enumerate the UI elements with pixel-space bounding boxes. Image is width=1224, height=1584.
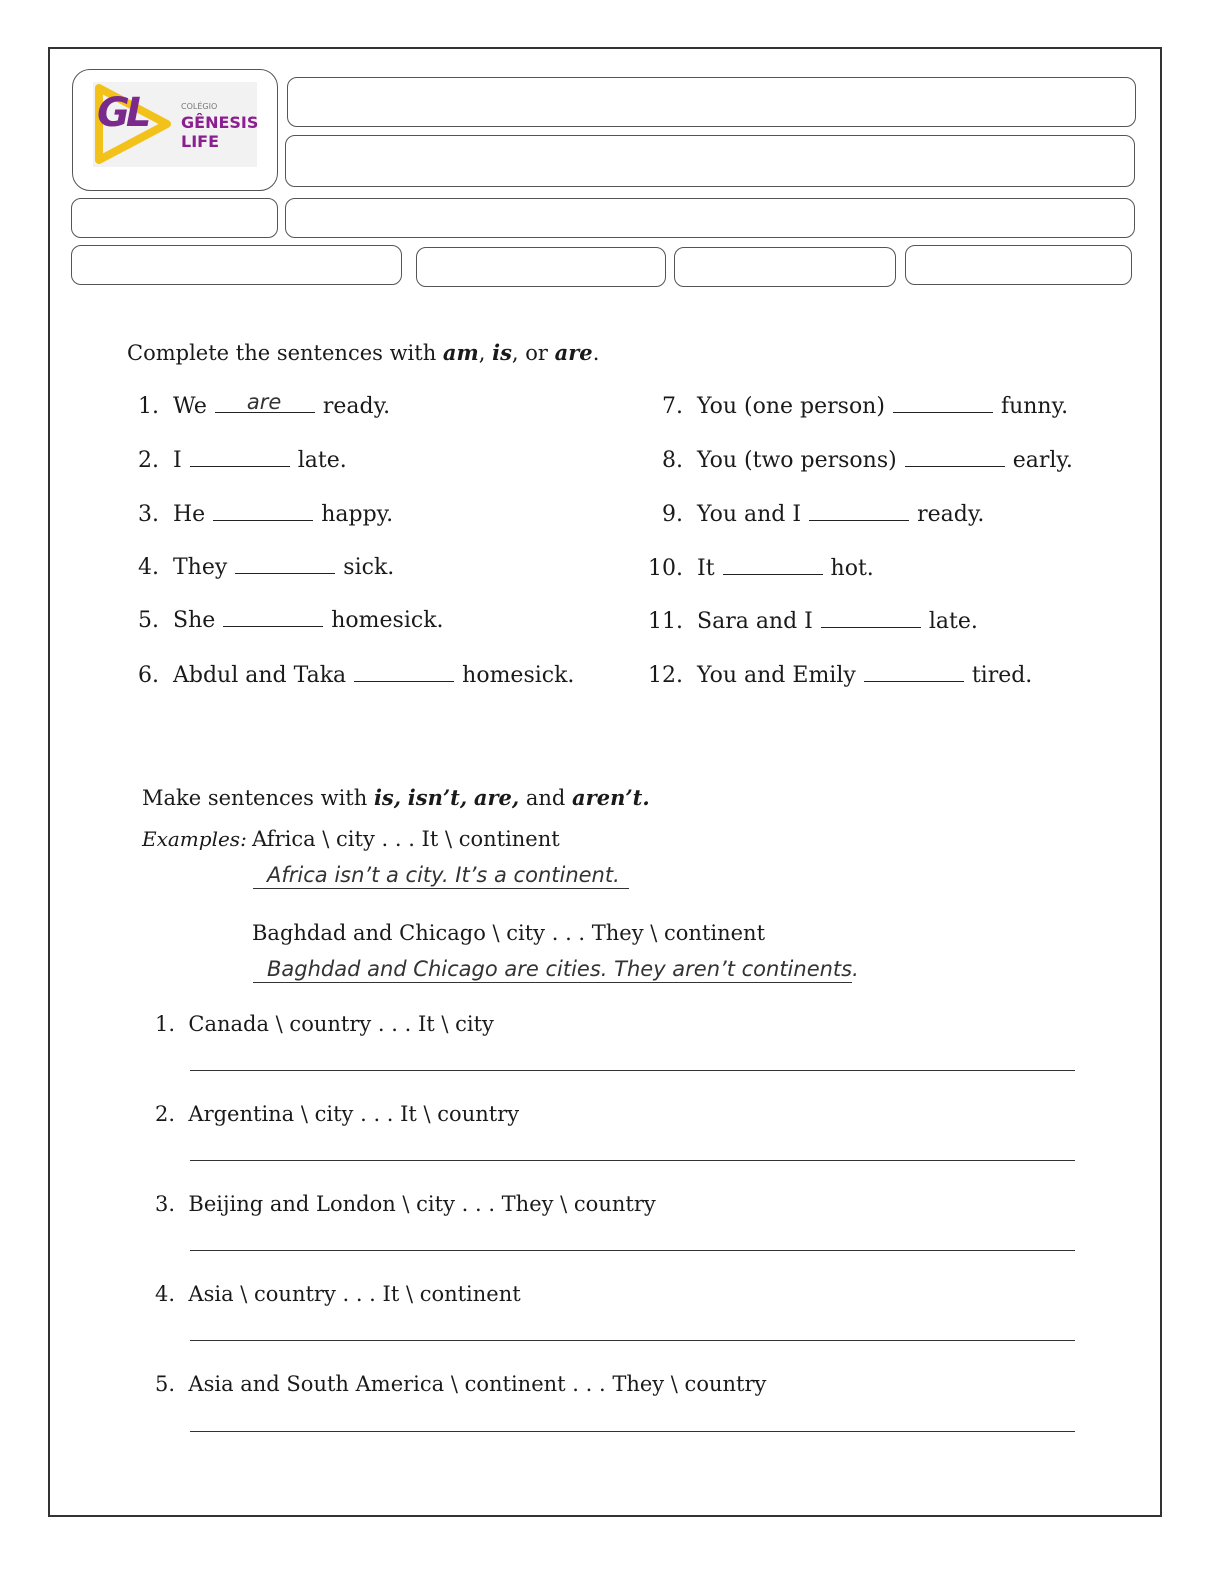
logo-line1: COLÉGIO — [181, 102, 218, 111]
answer-blank[interactable] — [864, 663, 964, 682]
s1-item-12: 12. You and Emily tired. — [648, 663, 1033, 688]
answer-blank[interactable] — [905, 448, 1005, 467]
example2-answer: Baghdad and Chicago are cities. They aren’t continents. — [253, 957, 852, 983]
s2-answer-line-5[interactable] — [190, 1431, 1075, 1432]
s2-item-1: 1. Canada \ country . . . It \ city — [155, 1012, 494, 1036]
header-field-4[interactable] — [285, 198, 1135, 238]
handwritten-answer: are — [246, 390, 282, 414]
answer-blank[interactable] — [215, 390, 315, 414]
s1-item-4: 4. They sick. — [138, 555, 395, 580]
s2-item-5: 5. Asia and South America \ continent . . . They \ country — [155, 1372, 767, 1396]
s1-item-6: 6. Abdul and Taka homesick. — [138, 663, 575, 688]
answer-blank[interactable] — [190, 448, 290, 467]
s2-answer-line-3[interactable] — [190, 1250, 1075, 1251]
s1-item-1: 1. We are ready. — [138, 390, 391, 419]
header-field-6[interactable] — [416, 247, 666, 287]
s1-item-7: 7. You (one person) funny. — [662, 394, 1069, 419]
answer-blank[interactable] — [235, 555, 335, 574]
answer-blank[interactable] — [213, 502, 313, 521]
example1-prompt: Africa \ city . . . It \ continent — [252, 827, 560, 851]
logo-line3: LIFE — [181, 132, 220, 151]
example1-answer: Africa isn’t a city. It’s a continent. — [253, 863, 629, 889]
s1-item-3: 3. He happy. — [138, 502, 394, 527]
s1-item-11: 11. Sara and I late. — [648, 609, 978, 634]
logo-mark: GL — [97, 90, 148, 136]
s2-answer-line-4[interactable] — [190, 1340, 1075, 1341]
logo-line2: GÊNESIS — [181, 113, 259, 132]
s1-item-8: 8. You (two persons) early. — [662, 448, 1073, 473]
section1-instruction: Complete the sentences with am, is, or are. — [127, 340, 600, 365]
s1-item-10: 10. It hot. — [648, 556, 874, 581]
s2-item-3: 3. Beijing and London \ city . . . They \ country — [155, 1192, 656, 1216]
answer-blank[interactable] — [723, 556, 823, 575]
s2-item-4: 4. Asia \ country . . . It \ continent — [155, 1282, 521, 1306]
header-field-1[interactable] — [287, 77, 1136, 127]
s2-answer-line-1[interactable] — [190, 1070, 1075, 1071]
section2-instruction: Make sentences with is, isn’t, are, and aren’t. — [142, 785, 650, 810]
logo-box — [72, 69, 278, 191]
header-field-5[interactable] — [71, 245, 402, 285]
s1-item-2: 2. I late. — [138, 448, 347, 473]
answer-blank[interactable] — [223, 608, 323, 627]
header-field-7[interactable] — [674, 247, 896, 287]
s1-item-9: 9. You and I ready. — [662, 502, 985, 527]
header-field-3[interactable] — [71, 198, 278, 238]
answer-blank[interactable] — [809, 502, 909, 521]
school-logo — [93, 82, 257, 167]
answer-blank[interactable] — [354, 663, 454, 682]
s2-item-2: 2. Argentina \ city . . . It \ country — [155, 1102, 520, 1126]
header-field-8[interactable] — [905, 245, 1132, 285]
example2-prompt: Baghdad and Chicago \ city . . . They \ continent — [252, 921, 766, 945]
header-field-2[interactable] — [285, 135, 1135, 187]
answer-blank[interactable] — [893, 394, 993, 413]
examples-label: Examples: — [142, 827, 247, 851]
s2-answer-line-2[interactable] — [190, 1160, 1075, 1161]
s1-item-5: 5. She homesick. — [138, 608, 444, 633]
answer-blank[interactable] — [821, 609, 921, 628]
